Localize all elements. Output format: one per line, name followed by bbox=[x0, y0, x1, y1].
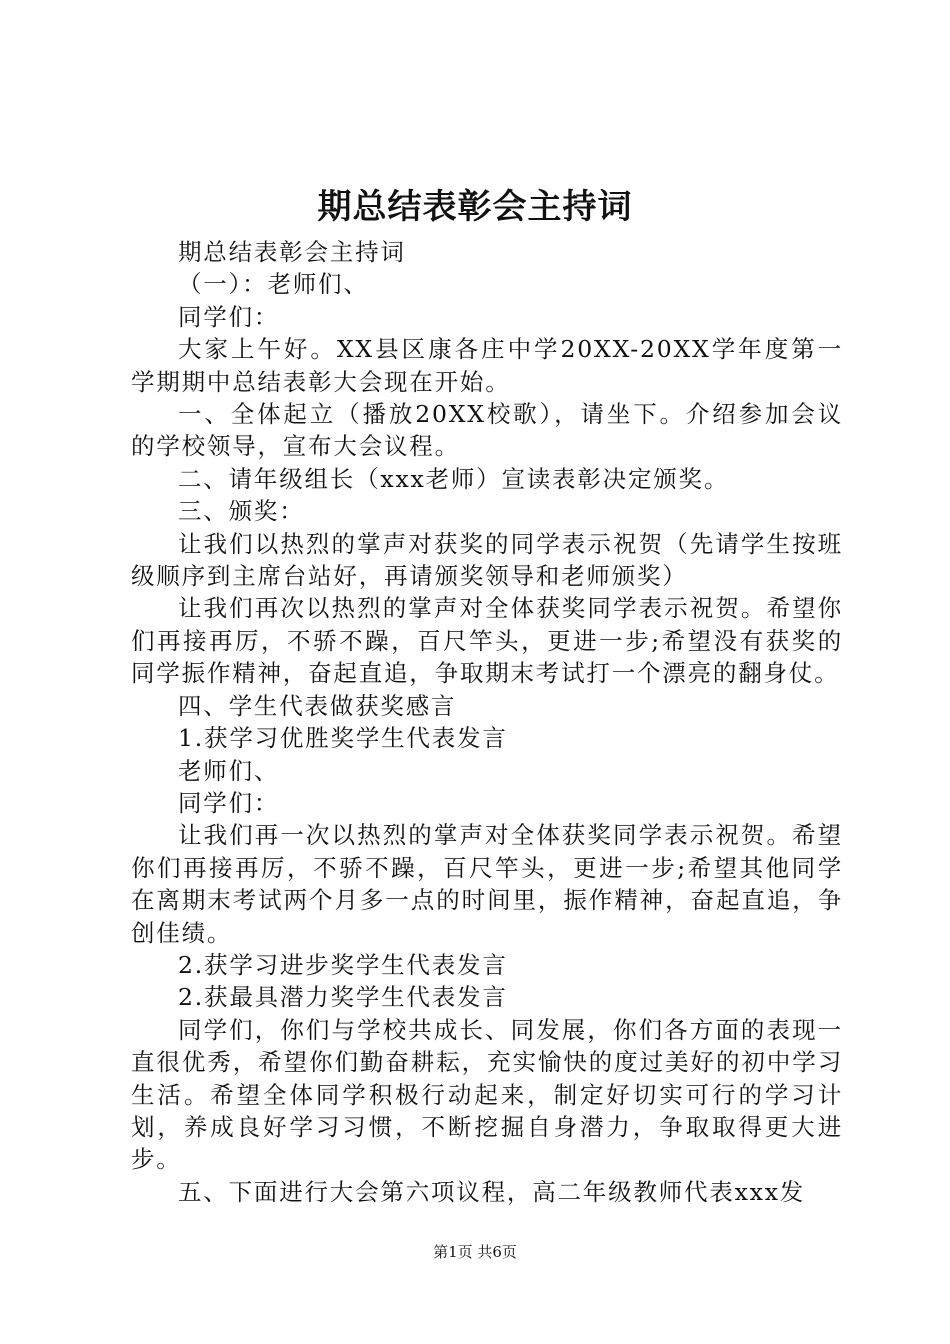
paragraph: 同学们： bbox=[178, 788, 280, 817]
document-title: 期总结表彰会主持词 bbox=[317, 187, 633, 227]
paragraph: 二、请年级组长（xxx老师）宣读表彰决定颁奖。 bbox=[178, 464, 730, 493]
paragraph: 三、颁奖： bbox=[178, 497, 305, 526]
paragraph: 四、学生代表做获奖感言 bbox=[178, 691, 457, 720]
paragraph: 让我们再次以热烈的掌声对全体获奖同学表示祝贺。希望你们再接再厉，不骄不躁，百尺竿头，更进一步;希望没有获奖的同学振作精神，奋起直追，争取期末考试打一个漂亮的翻身仗。 bbox=[131, 594, 843, 688]
paragraph: 让我们以热烈的掌声对获奖的同学表示祝贺（先请学生按班级顺序到主席台站好，再请颁奖领导和老师颁奖） bbox=[131, 529, 843, 591]
paragraph: 2.获学习进步奖学生代表发言 bbox=[178, 950, 508, 979]
paragraph: 2.获最具潜力奖学生代表发言 bbox=[178, 983, 508, 1012]
paragraph: 老师们、 bbox=[178, 756, 280, 785]
paragraph: 让我们再一次以热烈的掌声对全体获奖同学表示祝贺。希望你们再接再厉，不骄不躁，百尺竿头，更进一步;希望其他同学在离期末考试两个月多一点的时间里，振作精神，奋起直追，争创佳绩。 bbox=[131, 821, 843, 947]
paragraph: 同学们： bbox=[178, 302, 280, 331]
paragraph: 同学们，你们与学校共成长、同发展，你们各方面的表现一直很优秀，希望你们勤奋耕耘，充实愉快的度过美好的初中学习生活。希望全体同学积极行动起来，制定好切实可行的学习计划，养成良好学习习惯，不断挖掘自身潜力，争取取得更大进步。 bbox=[131, 1015, 843, 1174]
paragraph: 期总结表彰会主持词 bbox=[178, 238, 406, 266]
paragraph: 一、全体起立（播放20XX校歌），请坐下。介绍参加会议的学校领导，宣布大会议程。 bbox=[131, 400, 843, 461]
paragraph: 1.获学习优胜奖学生代表发言 bbox=[178, 724, 508, 753]
paragraph: （一）：老师们、 bbox=[178, 270, 369, 299]
paragraph: 五、下面进行大会第六项议程，高二年级教师代表xxx发 bbox=[178, 1177, 806, 1206]
document-body bbox=[131, 236, 843, 1208]
paragraph: 大家上午好。XX县区康各庄中学20XX-20XX学年度第一学期期中总结表彰大会现在开始。 bbox=[131, 335, 843, 396]
page-footer: 第1页 共6页 bbox=[433, 1243, 517, 1261]
